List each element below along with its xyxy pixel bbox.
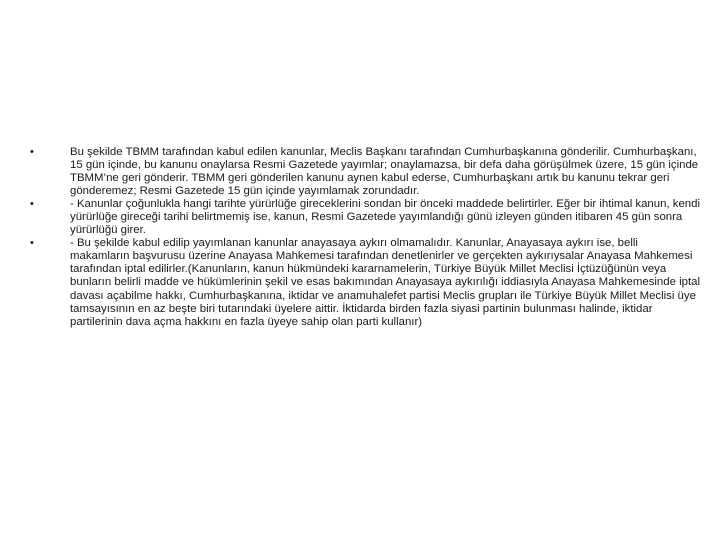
bullet-item-1 — [28, 146, 700, 198]
bullet-text-1: Bu şekilde TBMM tarafından kabul edilen kanunlar, Meclis Başkanı tarafından Cumhurbaşkanına gönderilir. Cumhurbaşkanı, 15 gün içinde, bu kanunu onaylarsa Resmi Gazetede yayımlar; onaylamazsa, bir defa daha görüşülmek üzere, 15 gün içinde TBMM’ne geri gönderir. TBMM geri gönderilen kanunu aynen kabul ederse, Cumhurbaşkanı artık bu kanunu tekrar geri gönderemez; Resmi Gazetede 15 gün içinde yayımlamak zorundadır. — [70, 146, 699, 198]
bullet-dot-icon: • — [30, 198, 34, 211]
bullet-text-3: - Bu şekilde kabul edilip yayımlanan kanunlar anayasaya aykırı olmamalıdır. Kanunlar, Anayasaya aykırı ise, belli makamların başvurusu üzerine Anayasa Mahkemesi tarafından denetlenirler ve gerçekten aykırıysalar Anayasa Mahkemesi tarafından iptal edilirler.(Kanunların, kanun hükmündeki kararnamelerin, Türkiye Büyük Millet Meclisi İçtüzüğünün veya bunların belirli madde ve hükümlerinin şekil ve esas bakımından Anayasaya aykırılığı iddiasıyla Anayasa Mahkemesinde iptal davası açabilme hakkı, Cumhurbaşkanına, iktidar ve anamuhalefet partisi Meclis grupları ile Türkiye Büyük Millet Meclisi üye tamsayısının en az beşte biri tutarındaki üyelere aittir. İktidarda birden fazla siyasi partinin bulunması halinde, iktidar partilerinin dava açma hakkını en fazla üyeye sahip olan parti kullanır) — [70, 237, 700, 328]
bullet-list — [28, 146, 700, 329]
bullet-item-2 — [28, 198, 700, 237]
bullet-item-3 — [28, 237, 700, 328]
bullet-dot-icon: • — [30, 237, 34, 250]
bullet-text-2: - Kanunlar çoğunlukla hangi tarihte yürürlüğe gireceklerini sondan bir önceki maddede belirtirler. Eğer bir ihtimal kanun, kendi yürürlüğe gireceği tarihi belirtmemiş ise, kanun, Resmi Gazetede yayımlandığı günü izleyen günden itibaren 45 gün sonra yürürlüğü girer. — [70, 198, 700, 237]
bullet-dot-icon: • — [30, 146, 34, 158]
